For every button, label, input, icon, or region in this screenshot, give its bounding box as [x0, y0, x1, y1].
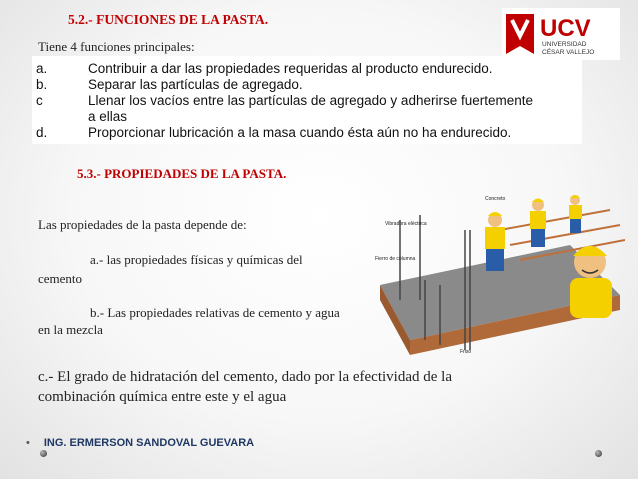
label-concrete: Concreto	[485, 196, 506, 202]
item-a-line1: a.- las propiedades físicas y químicas del	[90, 252, 303, 267]
bullet-icon: •	[26, 437, 30, 449]
intro-text: Tiene 4 funciones principales:	[38, 39, 195, 54]
screw-icon	[595, 450, 602, 457]
item-a-line2: cemento	[38, 271, 83, 286]
funciones-list: a. Contribuir a dar las propiedades requeridas al producto endurecido. b. Separar las partículas de agregado. c Llenar los vacíos entre las partículas de agregado y adherirse fuertemente a ellas d. Proporcionar lubricación a la masa cuando ésta aún no ha endurecido.	[32, 56, 582, 144]
item-c-line1: c.- El grado de hidratación del cemento, dado por la efectividad de la	[38, 369, 452, 385]
logo-brand: UCV	[540, 15, 591, 42]
ucv-logo	[500, 6, 622, 62]
label-iron: Fierro de columna	[375, 256, 416, 262]
footer	[26, 437, 254, 449]
construction-illustration	[370, 190, 625, 355]
propiedades-intro: Las propiedades de la pasta depende de:	[38, 217, 247, 232]
section-title-propiedades: 5.3.- PROPIEDADES DE LA PASTA.	[77, 166, 287, 181]
logo-line2: CÉSAR VALLEJO	[542, 49, 595, 56]
section-title-funciones: 5.2.- FUNCIONES DE LA PASTA.	[68, 12, 269, 27]
screw-icon	[40, 450, 47, 457]
item-b-line2: en la mezcla	[38, 322, 103, 337]
label-vibrator: Vibradora eléctrica	[385, 221, 427, 227]
footer-author: ING. ERMERSON SANDOVAL GUEVARA	[43, 437, 255, 449]
item-c-line2: combinación química entre este y el agua	[38, 389, 287, 405]
logo-line1: UNIVERSIDAD	[542, 41, 587, 48]
item-b-line1: b.- Las propiedades relativas de cemento y agua	[90, 305, 340, 320]
label-form: Friso	[460, 349, 472, 355]
